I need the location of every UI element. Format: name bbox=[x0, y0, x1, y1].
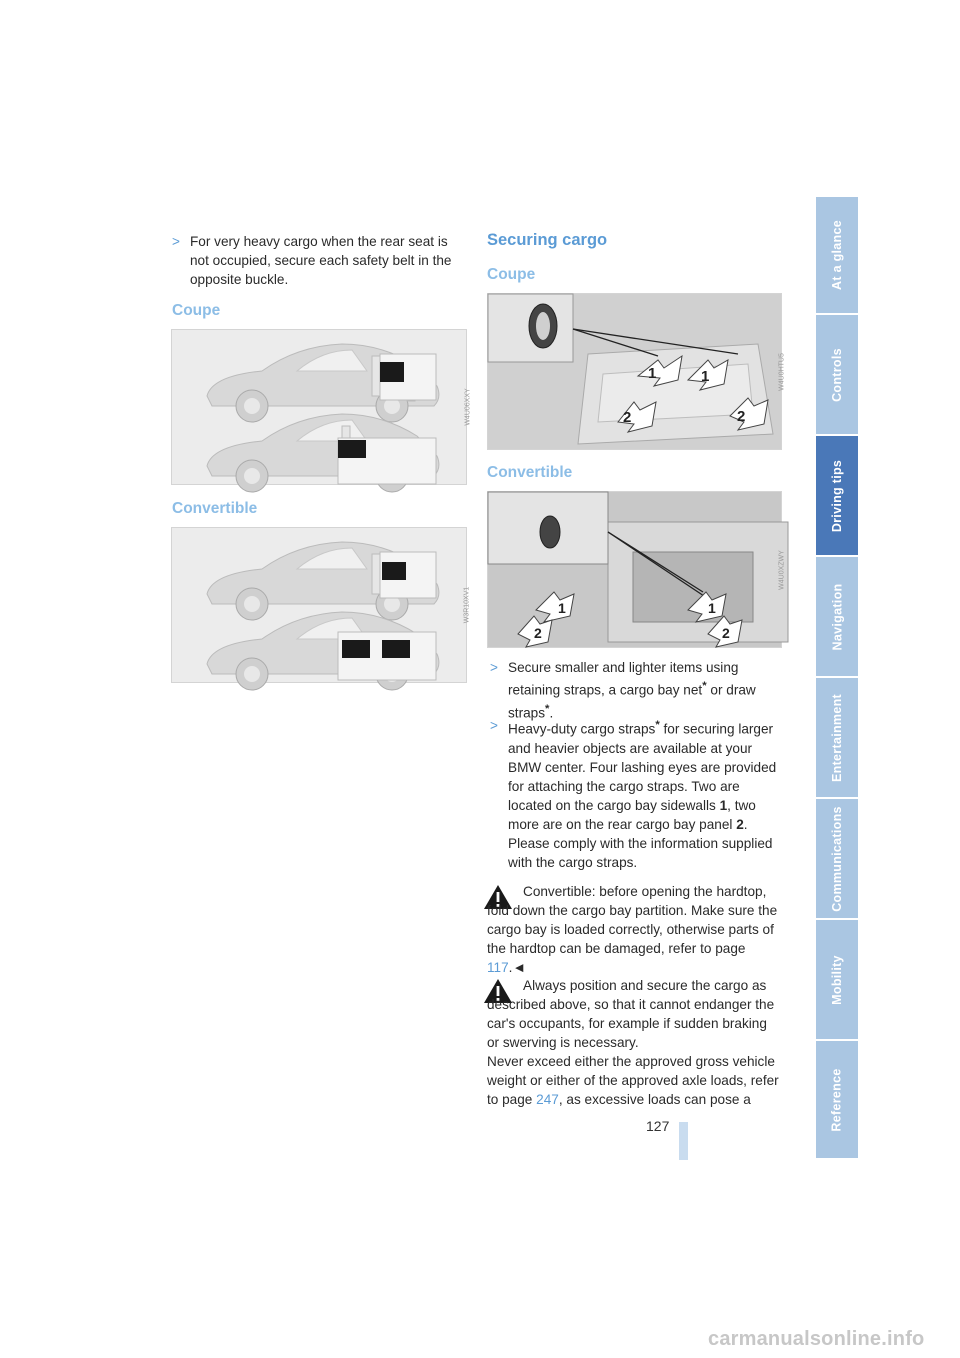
page-link-117[interactable]: 117 bbox=[487, 960, 509, 975]
tab-entertainment[interactable] bbox=[816, 678, 858, 797]
text-part: Secure smaller and lighter items using retaining straps, a cargo bay net bbox=[508, 660, 739, 698]
lashing-label-2a: 2 bbox=[534, 625, 542, 641]
text-part: Never exceed either the approved gross vehicle weight or either of the approved axle loads, refer to page bbox=[487, 1054, 779, 1107]
lashing-label-1a: 1 bbox=[558, 600, 566, 616]
tab-reference[interactable] bbox=[816, 1041, 858, 1158]
watermark: carmanualsonline.info bbox=[708, 1328, 925, 1350]
page-number: 127 bbox=[646, 1118, 670, 1134]
warning-1 bbox=[487, 882, 780, 977]
intro-bullet-text: For very heavy cargo when the rear seat is not occupied, secure each safety belt in the opposite buckle. bbox=[190, 234, 452, 287]
text-part: for securing larger and heavier objects are available at your BMW center. Four lashing eyes are provided for attaching the cargo straps. Two are located on the cargo bay sidewalls bbox=[508, 721, 777, 813]
bullet-mark: > bbox=[172, 234, 180, 249]
lashing-label-1b: 1 bbox=[708, 600, 716, 616]
coupe-heading-left: Coupe bbox=[172, 302, 221, 319]
page-link-247[interactable]: 247 bbox=[536, 1092, 559, 1107]
convertible-heading-left: Convertible bbox=[172, 500, 258, 517]
convertible-trunk-illustration bbox=[488, 492, 781, 647]
optional-star: * bbox=[545, 702, 550, 715]
bullet-mark: > bbox=[490, 718, 498, 733]
coupe-cargo-figure bbox=[487, 293, 786, 450]
figure-code: W3R10XV1 bbox=[464, 586, 471, 624]
text-part: , as excessive loads can pose a bbox=[558, 1092, 751, 1107]
cargo-bullet-1-text bbox=[508, 658, 780, 722]
warning-2 bbox=[487, 976, 780, 1109]
coupe-heading-right: Coupe bbox=[487, 266, 536, 283]
panel-number: 2 bbox=[736, 816, 744, 832]
warning-1-text: Convertible: before opening the hardtop, fold down the cargo bay partition. Make sure the cargo bay is loaded correctly, otherwise parts of the hardtop can be damaged, refer to page bbox=[487, 884, 778, 956]
text-part: Heavy-duty cargo straps bbox=[508, 721, 656, 737]
intro-bullet bbox=[172, 232, 467, 289]
convertible-heading-right: Convertible bbox=[487, 464, 573, 481]
figure-code: W4U0HTU5 bbox=[779, 352, 786, 391]
sidewall-number: 1 bbox=[719, 797, 728, 813]
coupe-trunk-illustration bbox=[488, 294, 781, 449]
cargo-bullet-2-text bbox=[508, 716, 780, 872]
tab-label: At a glance bbox=[830, 220, 844, 290]
lashing-label-1b: 1 bbox=[701, 368, 710, 385]
tab-mobility[interactable] bbox=[816, 920, 858, 1039]
lashing-label-2b: 2 bbox=[722, 625, 730, 641]
tab-label: Reference bbox=[830, 1067, 844, 1132]
coupe-cars-illustration bbox=[172, 330, 466, 484]
convertible-cargo-figure bbox=[487, 491, 786, 648]
warning-2-text-2 bbox=[487, 1052, 780, 1109]
cargo-bullet-2 bbox=[490, 716, 780, 872]
cargo-bullet-1 bbox=[490, 658, 780, 722]
text-part: , two more are on the rear cargo bay panel bbox=[508, 797, 756, 832]
tab-driving-tips[interactable] bbox=[816, 436, 858, 555]
tab-at-a-glance[interactable] bbox=[816, 197, 858, 313]
text-part: . bbox=[549, 705, 554, 721]
coupe-belt-figure bbox=[171, 329, 471, 485]
tab-label: Controls bbox=[830, 347, 845, 402]
lashing-label-2a: 2 bbox=[623, 409, 632, 426]
tab-navigation[interactable] bbox=[816, 557, 858, 676]
optional-star: * bbox=[702, 680, 707, 692]
tab-label: Driving tips bbox=[830, 459, 845, 532]
tab-label: Entertainment bbox=[830, 693, 845, 782]
figure-code: W4U06XXY bbox=[464, 388, 471, 426]
bullet-mark: > bbox=[490, 660, 498, 675]
text-part: . bbox=[743, 816, 748, 832]
convertible-belt-figure bbox=[171, 527, 471, 683]
tab-controls[interactable] bbox=[816, 315, 858, 434]
lashing-label-2b: 2 bbox=[737, 408, 746, 425]
tab-label: Communications bbox=[830, 805, 845, 912]
tab-label: Navigation bbox=[830, 583, 844, 650]
warning-2-text: Always position and secure the cargo as described above, so that it cannot endanger the car's occupants, for example if sudden braking or swerving is necessary. bbox=[487, 978, 775, 1050]
tab-communications[interactable] bbox=[816, 799, 858, 918]
convertible-cars-illustration bbox=[172, 528, 466, 682]
page-number-bar bbox=[679, 1122, 688, 1160]
lashing-label-1a: 1 bbox=[648, 365, 657, 382]
text-part: or draw straps bbox=[508, 682, 756, 721]
chapter-tabs bbox=[816, 197, 858, 1160]
tab-label: Mobility bbox=[830, 954, 844, 1005]
text-part: Please comply with the information supplied with the cargo straps. bbox=[508, 835, 773, 870]
warning-1-end: .◄ bbox=[508, 960, 526, 975]
optional-star: * bbox=[655, 719, 660, 731]
figure-code: W4U0XZWY bbox=[779, 549, 786, 590]
securing-cargo-heading: Securing cargo bbox=[487, 231, 608, 249]
